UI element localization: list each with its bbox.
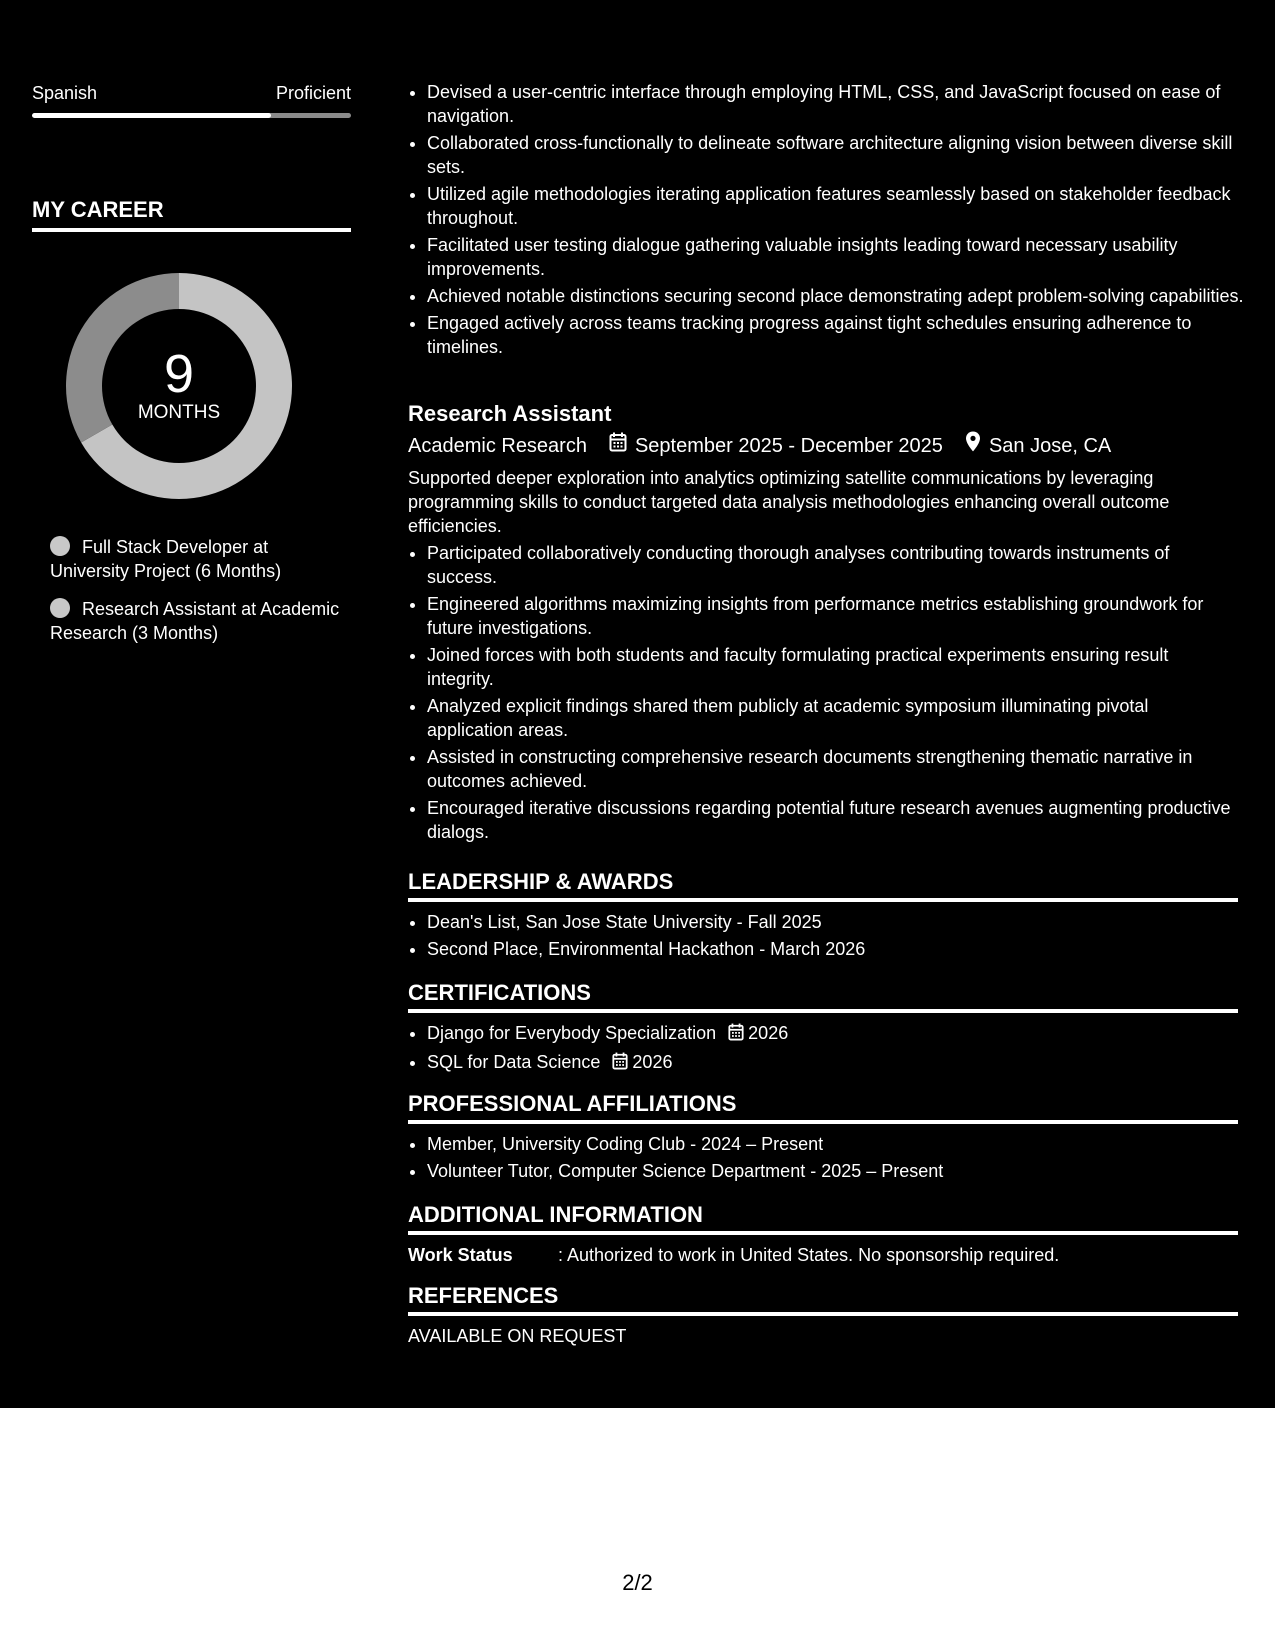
legend-item	[50, 535, 350, 583]
certifications-list	[408, 1021, 1238, 1076]
calendar-icon	[609, 432, 627, 460]
bullet-item: • Achieved notable distinctions securing second place demonstrating adept problem-solving capabilities.	[427, 284, 1257, 308]
bullet-item: • Member, University Coding Club - 2024 – Present	[427, 1132, 1238, 1156]
certifications-section	[408, 979, 1238, 1079]
bullet-item: • Participated collaboratively conducting thorough analyses contributing towards instruments of success.	[427, 541, 1238, 589]
bullet-item: • Analyzed explicit findings shared them publicly at academic symposium illuminating pivotal application areas.	[427, 694, 1238, 742]
certification-item	[427, 1050, 1238, 1076]
language-progress-bar	[32, 113, 351, 118]
bullet-item: • Second Place, Environmental Hackathon - March 2026	[427, 937, 1238, 961]
donut-center	[66, 273, 292, 499]
legend-label: Research Assistant at Academic Research (3 Months)	[50, 599, 340, 643]
bullet-item: • Dean's List, San Jose State University - Fall 2025	[427, 910, 1238, 934]
work-status-label: Work Status	[408, 1245, 513, 1265]
certification-year: 2026	[632, 1052, 673, 1072]
leadership-list	[408, 910, 1238, 961]
work-status-value: : Authorized to work in United States. No sponsorship required.	[558, 1245, 1060, 1265]
job-bullets	[408, 541, 1238, 844]
bullet-item: • Engaged actively across teams tracking progress against tight schedules ensuring adherence to timelines.	[427, 311, 1257, 359]
certification-name: SQL for Data Science	[427, 1052, 601, 1072]
career-donut-chart	[66, 273, 292, 499]
page-number: 2/2	[622, 1570, 653, 1595]
additional-info-section	[408, 1201, 1238, 1267]
bullet-item: • Assisted in constructing comprehensive research documents strengthening thematic narrative in outcomes achieved.	[427, 745, 1238, 793]
job-location: San Jose, CA	[988, 434, 1112, 457]
bullet-item: • Utilized agile methodologies iterating application features seamlessly based on stakeholder feedback throughout.	[427, 182, 1257, 230]
job-meta	[408, 431, 1238, 460]
references-section	[408, 1282, 1238, 1348]
bullet-item: • Volunteer Tutor, Computer Science Department - 2025 – Present	[427, 1159, 1238, 1183]
bullet-item: • Joined forces with both students and faculty formulating practical experiments ensuring result integrity.	[427, 643, 1238, 691]
job-summary: Supported deeper exploration into analytics optimizing satellite communications by leveraging programming skills to conduct targeted data analysis methodologies enhancing overall outcome efficiencies.	[408, 468, 1170, 536]
job-dates: September 2025 - December 2025	[634, 434, 943, 457]
work-status-row	[408, 1243, 1238, 1267]
legend-dot-icon	[50, 536, 70, 556]
certification-name: Django for Everybody Specialization	[427, 1023, 717, 1043]
legend-dot-icon	[50, 598, 70, 618]
career-legend	[50, 535, 350, 659]
certification-year: 2026	[748, 1023, 789, 1043]
job-company: Academic Research	[408, 434, 587, 457]
calendar-icon	[728, 1023, 744, 1047]
bullet-item: • Facilitated user testing dialogue gathering valuable insights leading toward necessary usability improvements.	[427, 233, 1257, 281]
certification-item	[427, 1021, 1238, 1047]
career-section-title: MY CAREER	[32, 196, 351, 232]
affiliations-section	[408, 1090, 1238, 1186]
affiliations-list	[408, 1132, 1238, 1183]
legend-item	[50, 597, 350, 645]
leadership-title: LEADERSHIP & AWARDS	[408, 868, 1238, 902]
additional-info-title: ADDITIONAL INFORMATION	[408, 1201, 1238, 1235]
language-row	[32, 82, 351, 104]
bullet-item: • Engineered algorithms maximizing insights from performance metrics establishing groundwork for future investigations.	[427, 592, 1238, 640]
job-entry	[408, 400, 1238, 847]
language-progress-fill	[32, 113, 271, 118]
career-total-number: 9	[163, 344, 195, 404]
certifications-title: CERTIFICATIONS	[408, 979, 1238, 1013]
references-title: REFERENCES	[408, 1282, 1238, 1316]
language-name: Spanish	[32, 83, 98, 103]
language-level: Proficient	[275, 83, 351, 103]
bullet-item: • Encouraged iterative discussions regarding potential future research avenues augmenting productive dialogs.	[427, 796, 1238, 844]
location-pin-icon	[965, 431, 981, 460]
career-total-unit: MONTHS	[137, 402, 221, 423]
affiliations-title: PROFESSIONAL AFFILIATIONS	[408, 1090, 1238, 1124]
legend-label: Full Stack Developer at University Project (6 Months)	[50, 537, 282, 581]
leadership-section	[408, 868, 1238, 964]
bullet-item: • Collaborated cross-functionally to delineate software architecture aligning vision between diverse skill sets.	[427, 131, 1257, 179]
references-text: AVAILABLE ON REQUEST	[408, 1326, 627, 1346]
calendar-icon	[612, 1052, 628, 1076]
job-title: Research Assistant	[408, 401, 612, 426]
bullet-item: • Devised a user-centric interface through employing HTML, CSS, and JavaScript focused on ease of navigation.	[427, 80, 1257, 128]
previous-job-bullets	[408, 80, 1257, 362]
